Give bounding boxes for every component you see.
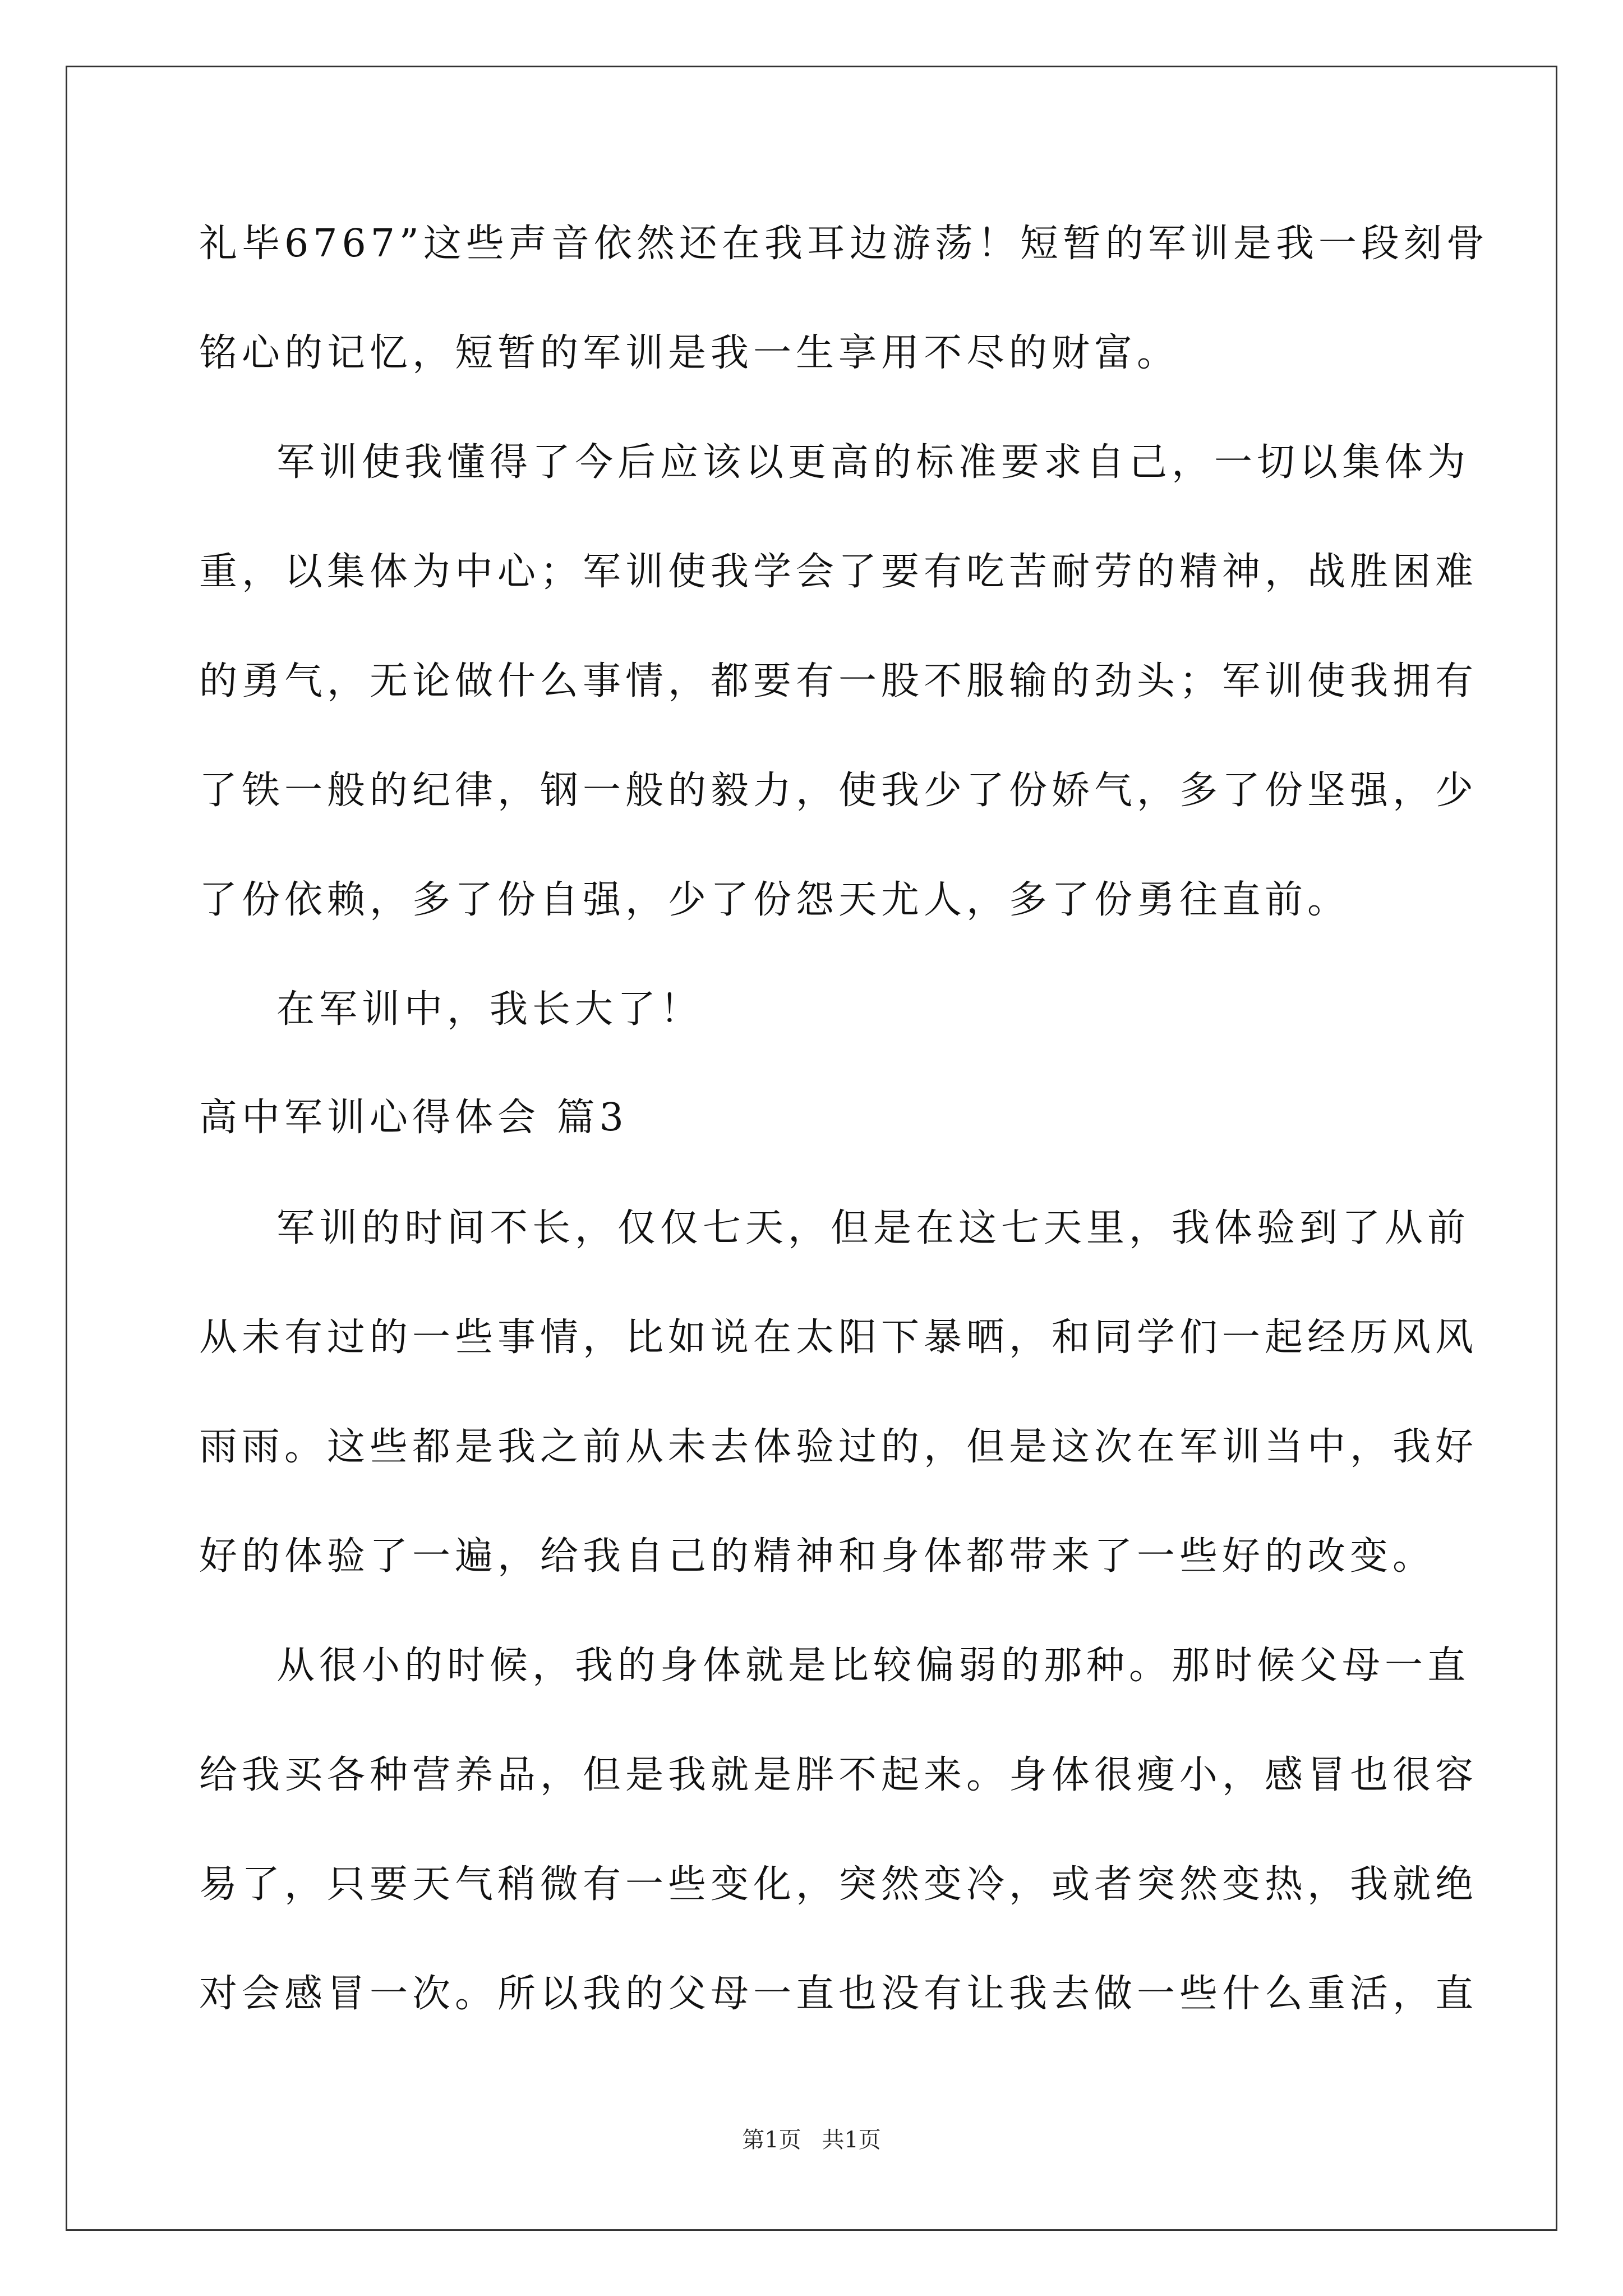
text-line: 了份依赖，多了份自强，少了份怨天尤人，多了份勇往直前。	[199, 878, 1350, 922]
section-heading: 高中军训心得体会 篇3	[199, 1096, 628, 1140]
text-line: 给我买各种营养品，但是我就是胖不起来。身体很瘦小，感冒也很容	[199, 1753, 1478, 1797]
text-line: 礼毕6767”这些声音依然还在我耳边游荡！短暂的军训是我一段刻骨	[199, 222, 1489, 266]
text-line: 了铁一般的纪律，钢一般的毅力，使我少了份娇气，多了份坚强，少	[199, 769, 1478, 813]
text-line: 好的体验了一遍，给我自己的精神和身体都带来了一些好的改变。	[199, 1534, 1436, 1579]
text-line: 铭心的记忆，短暂的军训是我一生享用不尽的财富。	[199, 331, 1180, 375]
page-footer	[0, 2126, 1623, 2154]
text-line: 对会感冒一次。所以我的父母一直也没有让我去做一些什么重活，直	[199, 1972, 1478, 2016]
page-total: 共1页	[822, 2127, 881, 2153]
text-line: 重，以集体为中心；军训使我学会了要有吃苦耐劳的精神，战胜困难	[199, 550, 1478, 594]
page-number: 第1页	[742, 2127, 801, 2153]
paragraph-start-line: 军训使我懂得了今后应该以更高的标准要求自己，一切以集体为	[276, 440, 1470, 485]
paragraph-start-line: 在军训中，我长大了！	[276, 987, 703, 1032]
text-line: 雨雨。这些都是我之前从未去体验过的，但是这次在军训当中，我好	[199, 1425, 1478, 1469]
paragraph-start-line: 军训的时间不长，仅仅七天，但是在这七天里，我体验到了从前	[276, 1206, 1470, 1250]
text-line: 的勇气，无论做什么事情，都要有一股不服输的劲头；军训使我拥有	[199, 659, 1478, 703]
text-line: 易了，只要天气稍微有一些变化，突然变冷，或者突然变热，我就绝	[199, 1862, 1478, 1907]
text-line: 从未有过的一些事情，比如说在太阳下暴晒，和同学们一起经历风风	[199, 1315, 1478, 1360]
paragraph-start-line: 从很小的时候，我的身体就是比较偏弱的那种。那时候父母一直	[276, 1644, 1470, 1688]
